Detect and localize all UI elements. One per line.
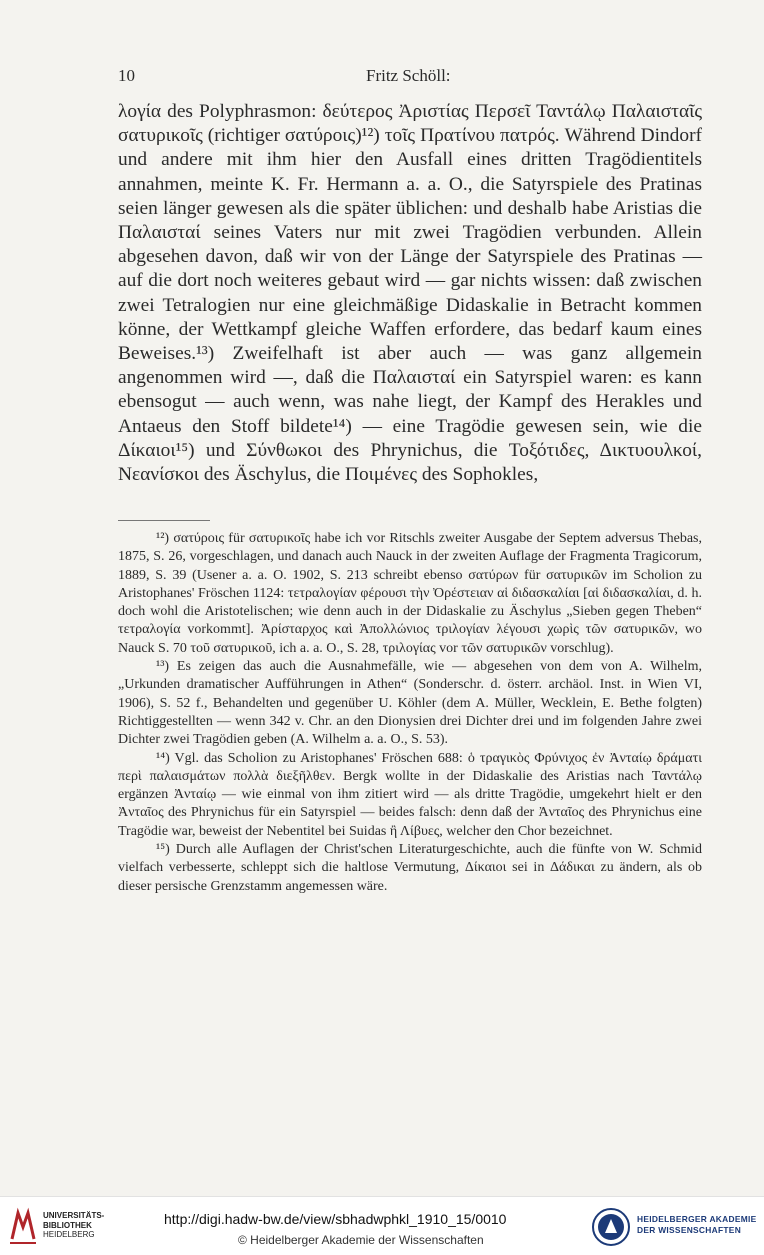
permalink-url[interactable]: http://digi.hadw-bw.de/view/sbhadwphkl_1910_15/0010 xyxy=(164,1211,507,1227)
academy-seal-icon xyxy=(591,1207,631,1247)
viewer-footer xyxy=(0,1196,764,1255)
footnote-13: ¹³) Es zeigen das auch die Ausnahmefälle, wie — abgesehen von dem von A. Wilhelm, „Urkunden dramatischer Aufführungen in Athen“ (Sonderschr. d. österr. archäol. Inst. in Wien VI, 1906), S. 52 f., Behandelten und gegenüber U. Köhler (dem A. Müller, Wecklein, E. Bethe folgten) Richtiggestellten — wenn 342 v. Chr. an den Dionysien drei Dichter drei und im folgenden Jahre zwei Dichter zwei Tragödien geben (A. Wilhelm a. a. O., S. 53). xyxy=(118,659,702,748)
running-head xyxy=(118,66,702,90)
academy-name: HEIDELBERGER AKADEMIE DER WISSENSCHAFTEN xyxy=(637,1214,757,1235)
footnote-15: ¹⁵) Durch alle Auflagen der Christ'schen Literaturgeschichte, auch die fünfte von W. Schmid vielfach verbesserte, schleppt sich die haltlose Vermutung, Δίκαιοι sei in Δάδικαι zu ändern, als ob dieser persische Grenzstamm angemessen wäre. xyxy=(118,842,702,894)
footnote-12: ¹²) σατύροις für σατυρικοῖς habe ich vor Ritschls zweiter Ausgabe der Septem adversus Thebas, 1875, S. 26, vorgeschlagen, und danach auch Nauck in der zweiten Auflage der Fragmenta Tragicorum, 1889, S. 39 (Usener a. a. O. 1902, S. 213 schreibt ebenso σατύρων für σατυρικῶν im Scholion zu Aristophanes' Fröschen 1124: τετραλογίαν φέρουσι τὴν Ὀρέστειαν αἱ διδασκαλίαι [αἱ διδασκαλίαι, d. h. doch wohl die Aristotelischen; wie denn auch in der Didaskalie zu Äschylus „Sieben gegen Theben“ τετραλογία vorkommt]. Ἀρίσταρχος καὶ Ἀπολλώνιος τριλογίαν λέγουσι χωρὶς τῶν σατυρικῶν, wo Nauck S. 70 τοῦ σατυρικοῦ, ich a. a. O., S. 28, τριλογίας vor τῶν σατυρικῶν vorschlug). xyxy=(118,531,702,656)
copyright-notice: © Heidelberger Akademie der Wissenschaften xyxy=(238,1233,484,1247)
university-library-logo-icon xyxy=(8,1207,38,1247)
page-number: 10 xyxy=(118,66,135,85)
footnotes xyxy=(118,530,702,896)
footnote-14: ¹⁴) Vgl. das Scholion zu Aristophanes' Fröschen 688: ὁ τραγικὸς Φρύνιχος ἐν Ἀνταίῳ δράματι περὶ παλαισμάτων πολλὰ διεξῆλθεν. Bergk wollte in der Didaskalie des Aristias nach Ταντάλῳ ergänzen Ἀνταίῳ — wie einmal von ihm zitiert wird — als dritte Tragödie, umgekehrt hielt er den Ἀνταῖος des Phrynichus für ein Satyrspiel — beides falsch: denn daß der Ἀνταῖος des Phrynichus eine Tragödie war, beweist der Nebentitel bei Suidas ἢ Λίβυες, welcher den Chor bezeichnet. xyxy=(118,750,702,839)
running-title: Fritz Schöll: xyxy=(366,66,451,85)
main-paragraph: λογία des Polyphrasmon: δεύτερος Ἀριστίας Περσεῖ Ταντάλῳ Παλαισταῖς σατυρικοῖς (richtiger σατύροις)¹²) τοῖς Πρατίνου πατρός. Während Dindorf und andere mit ihm hier den Ausfall eines dritten Tragödientitels annahmen, meinte K. Fr. Hermann a. a. O., die Satyrspiele des Pratinas seien länger gewesen als die später üblichen: und deshalb habe Aristias die Παλαισταί seines Vaters nur mit zwei Tragödien verbunden. Allein abgesehen davon, daß wir von der Länge der Satyrspiele des Pratinas — auf die dort noch weiteres gebaut wird — gar nichts wissen: daß zwischen zwei Tetralogien nur eine gleichmäßige Didaskalie in Betracht kommen könne, der Wettkampf gleiche Waffen erfordere, das bedarf kaum eines Beweises.¹³) Zweifelhaft ist aber auch — was ganz allgemein angenommen wird —, daß die Παλαισταί ein Satyrspiel waren: es kann ebensogut — auch wenn, was nahe liegt, der Kampf des Herakles und Antaeus den Stoff bildete¹⁴) — eine Tragödie gewesen sein, wie die Δίκαιοι¹⁵) und Σύνθωκοι des Phrynichus, die Τοξότιδες, Δικτυουλκοί, Νεανίσκοι des Äschylus, die Ποιμένες des Sophokles, xyxy=(118,101,702,486)
university-library-name: UNIVERSITÄTS- BIBLIOTHEK HEIDELBERG xyxy=(43,1211,105,1239)
footnote-separator xyxy=(118,520,210,521)
